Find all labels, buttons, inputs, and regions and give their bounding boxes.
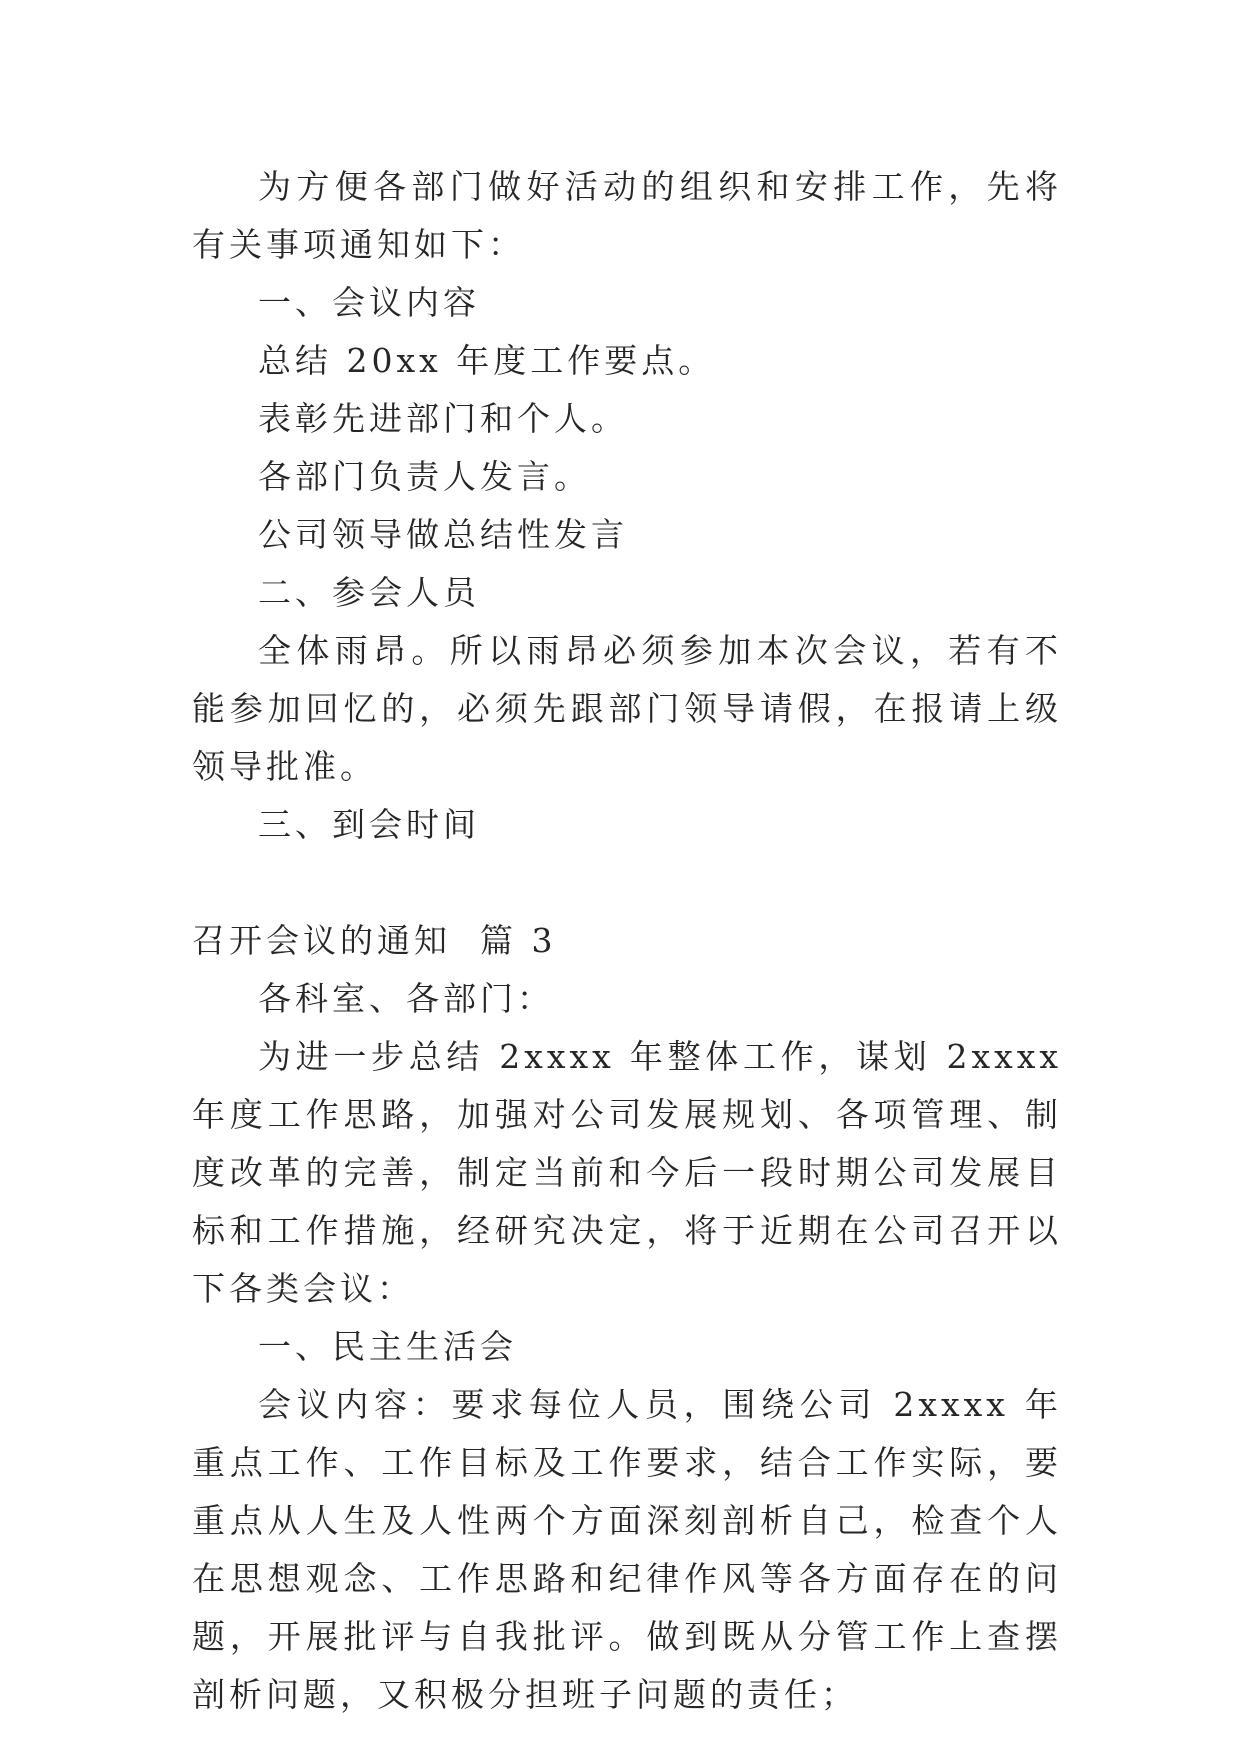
meeting-content-paragraph: 会议内容：要求每位人员，围绕公司 2xxxx 年重点工作、工作目标及工作要求，结合工作实际，要重点从人生及人性两个方面深刻剖析自己，检查个人在思想观念、工作思路和纪律作风等各方面存在的问题，开展批评与自我批评。做到既从分管工作上查摆剖析问题，又积极分担班子问题的责任； (192, 1385, 1062, 1714)
list-item: 各部门负责人发言。 (258, 457, 591, 496)
section-heading-democratic-meeting: 一、民主生活会 (258, 1327, 517, 1366)
section-gap (192, 854, 1062, 912)
notice-intro-paragraph: 为进一步总结 2xxxx 年整体工作，谋划 2xxxx 年度工作思路，加强对公司发展规划、各项管理、制度改革的完善，制定当前和今后一段时期公司发展目标和工作措施，经研究决定，将于近期在公司召开以下各类会议： (192, 1037, 1062, 1308)
section-heading-attendees: 二、参会人员 (258, 573, 480, 612)
list-item: 总结 20xx 年度工作要点。 (258, 341, 716, 380)
document-body (192, 158, 1062, 1724)
section-heading-meeting-content: 一、会议内容 (258, 283, 480, 322)
attendees-paragraph: 全体雨昂。所以雨昂必须参加本次会议，若有不能参加回忆的，必须先跟部门领导请假，在报请上级领导批准。 (192, 631, 1062, 786)
salutation: 各科室、各部门： (258, 979, 554, 1018)
notice-title: 召开会议的通知 篇 3 (192, 921, 557, 960)
list-item: 公司领导做总结性发言 (258, 515, 628, 554)
list-item: 表彰先进部门和个人。 (258, 399, 628, 438)
intro-paragraph: 为方便各部门做好活动的组织和安排工作，先将有关事项通知如下： (192, 167, 1062, 264)
section-heading-arrival-time: 三、到会时间 (258, 805, 480, 844)
